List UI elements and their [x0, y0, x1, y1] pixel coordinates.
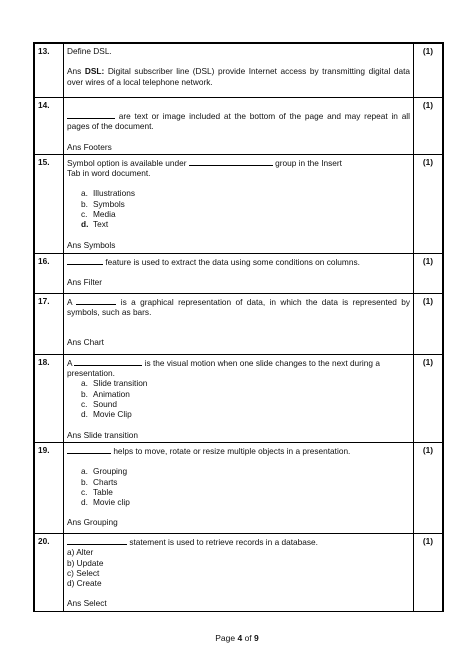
question-body	[64, 533, 414, 611]
fill-in-blank	[76, 296, 116, 305]
fill-in-blank	[67, 445, 111, 454]
question-text: Symbol option is available under group in the Insert Tab in word document.	[67, 157, 342, 179]
question-table	[34, 43, 443, 612]
question-body	[64, 442, 414, 533]
question-number: 15.	[35, 154, 64, 253]
fill-in-blank	[67, 536, 127, 545]
question-marks: (1)	[414, 154, 443, 253]
question-row-13	[35, 44, 443, 98]
option-item: d) Create	[67, 578, 102, 589]
question-row-14	[35, 98, 443, 155]
fill-in-blank	[67, 110, 115, 119]
question-text: are text or image included at the bottom of the page and may repeat in all pages of the document.	[67, 111, 410, 132]
option-list	[67, 188, 410, 229]
question-row-19	[35, 442, 443, 533]
answer-text: Ans Footers	[67, 141, 112, 152]
option-item: d. Movie clip	[81, 497, 130, 508]
question-marks: (1)	[414, 44, 443, 98]
question-text: Define DSL.	[67, 46, 112, 56]
question-marks: (1)	[414, 442, 443, 533]
option-item: a. Slide transition	[81, 378, 148, 389]
option-item: d. Movie Clip	[81, 409, 132, 420]
answer-definition: Digital subscriber line (DSL) provide Internet access by transmitting digital data over wires of a local telephone network.	[67, 66, 411, 87]
fill-in-blank	[189, 157, 273, 166]
answer-text	[67, 66, 410, 87]
option-list	[67, 378, 410, 419]
question-row-17	[35, 293, 443, 354]
option-list	[67, 547, 410, 588]
question-marks: (1)	[414, 354, 443, 442]
question-text: statement is used to retrieve records in a database.	[67, 536, 410, 547]
question-number: 20.	[35, 533, 64, 611]
answer-text: Ans Filter	[67, 277, 103, 288]
answer-text: Ans Grouping	[67, 517, 118, 528]
question-number: 18.	[35, 354, 64, 442]
question-number: 13.	[35, 44, 64, 98]
question-table-frame	[33, 42, 444, 612]
question-row-16	[35, 253, 443, 293]
answer-prefix: Ans	[67, 66, 82, 77]
question-text: feature is used to extract the data using some conditions on columns.	[67, 256, 410, 267]
page-of: of	[244, 633, 252, 643]
page-footer	[0, 633, 474, 643]
question-row-20	[35, 533, 443, 611]
question-text: A is a graphical representation of data, in which the data is represented by symbols, such as bars.	[67, 296, 411, 318]
option-item: a. Grouping	[81, 466, 128, 477]
question-body	[64, 44, 414, 98]
option-item: c. Media	[81, 209, 116, 220]
option-item: d. Text	[81, 219, 109, 230]
option-list	[67, 466, 410, 507]
question-body	[64, 253, 414, 293]
answer-term: DSL:	[84, 66, 105, 77]
question-body	[64, 293, 414, 354]
answer-text: Ans Symbols	[67, 239, 116, 250]
fill-in-blank	[67, 256, 103, 265]
option-item: c. Table	[81, 486, 113, 497]
question-row-15	[35, 154, 443, 253]
question-number: 16.	[35, 253, 64, 293]
option-item: c. Sound	[81, 399, 117, 410]
question-marks: (1)	[414, 533, 443, 611]
page-label: Page	[215, 633, 236, 643]
fill-in-blank	[74, 357, 142, 366]
option-item: a) Alter	[67, 547, 94, 558]
question-number: 17.	[35, 293, 64, 354]
option-item: b. Symbols	[81, 198, 125, 209]
current-page: 4	[237, 633, 243, 643]
answer-text: Ans Slide transition	[67, 429, 139, 440]
question-text: helps to move, rotate or resize multiple objects in a presentation.	[67, 445, 410, 456]
question-row-18	[35, 354, 443, 442]
question-body	[64, 98, 414, 155]
option-item: c) Select	[67, 567, 100, 578]
question-body	[64, 354, 414, 442]
question-body	[64, 154, 414, 253]
total-pages: 9	[254, 633, 259, 643]
question-marks: (1)	[414, 253, 443, 293]
option-item: a. Illustrations	[81, 188, 135, 199]
question-text: A is the visual motion when one slide changes to the next during a presentation.	[67, 357, 380, 379]
question-number: 14.	[35, 98, 64, 155]
option-item: b) Update	[67, 557, 104, 568]
question-marks: (1)	[414, 293, 443, 354]
question-number: 19.	[35, 442, 64, 533]
option-item: b. Charts	[81, 476, 118, 487]
option-item: b. Animation	[81, 388, 130, 399]
answer-text: Ans Chart	[67, 337, 104, 348]
question-marks: (1)	[414, 98, 443, 155]
answer-text: Ans Select	[67, 598, 107, 609]
